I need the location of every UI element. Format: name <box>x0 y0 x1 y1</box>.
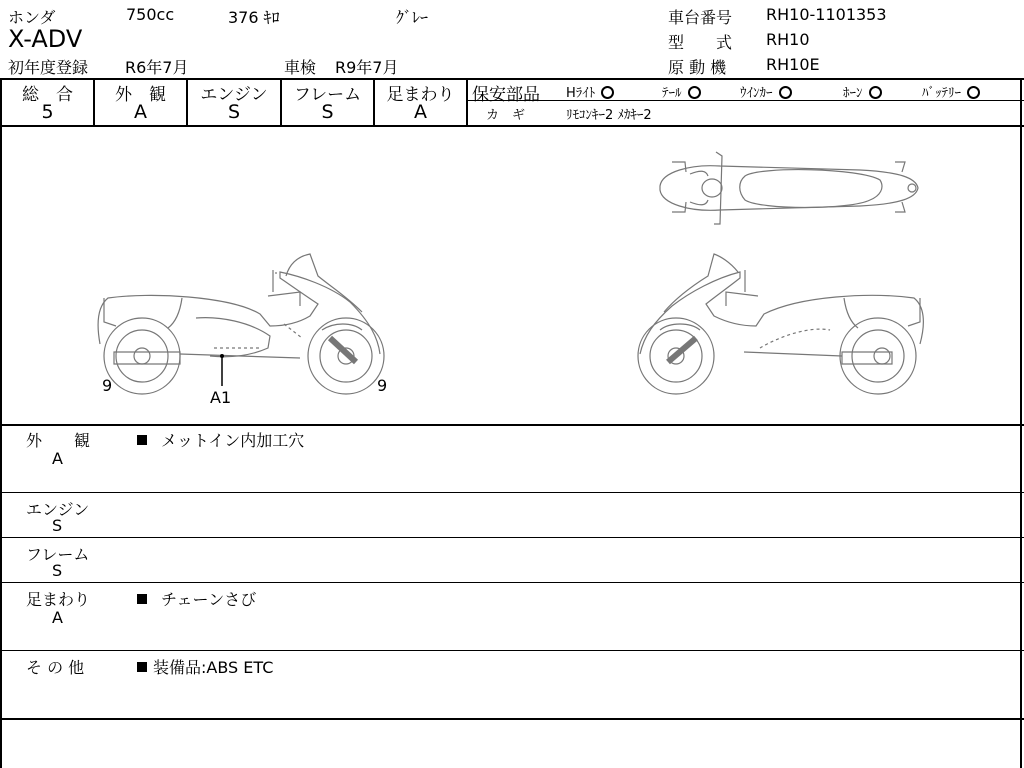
grade-frame-value: S <box>321 101 334 123</box>
safety-item-headlight: Hﾗｲﾄ <box>566 82 614 101</box>
inspection-label: 車検 <box>284 58 317 77</box>
section-frame-label: フレーム <box>26 545 90 564</box>
section-border <box>0 582 1024 583</box>
section-other-note: 装備品:ABS ETC <box>137 655 273 678</box>
top-view-scooter <box>660 152 918 224</box>
ok-circle-icon <box>967 86 980 99</box>
model-name: X-ADV <box>8 25 83 53</box>
safety-item-winker: ｳｲﾝｶｰ <box>740 82 792 101</box>
safety-item-horn: ﾎｰﾝ <box>843 82 882 101</box>
diagram-mark-a1: A1 <box>210 388 232 407</box>
section-exterior-label: 外 観 <box>26 431 91 450</box>
first-registration-value: R6年7月 <box>125 58 189 77</box>
ok-circle-icon <box>688 86 701 99</box>
displacement: 750cc <box>126 5 175 24</box>
engine-code-label: 原 動 機 <box>668 58 727 77</box>
section-border <box>0 537 1024 538</box>
right-side-view-scooter <box>638 254 923 394</box>
section-border <box>0 718 1024 720</box>
safety-item-taillight: ﾃｰﾙ <box>662 82 701 101</box>
section-border <box>0 650 1024 651</box>
section-exterior-note: メットイン内加工穴 <box>137 428 304 451</box>
section-engine-label: エンジン <box>26 500 90 519</box>
type-label: 型 式 <box>668 33 733 52</box>
grade-exterior-label: 外 観 <box>115 85 166 105</box>
diagram-mark-left: 9 <box>102 376 113 395</box>
inspection-value: R9年7月 <box>335 58 399 77</box>
safety-parts-label: 保安部品 <box>472 85 540 105</box>
grade-exterior-value: A <box>134 101 147 123</box>
grade-suspension-label: 足まわり <box>386 85 455 105</box>
bullet-icon <box>137 435 147 445</box>
grade-suspension-value: A <box>414 101 427 123</box>
frame-number-label: 車台番号 <box>668 8 733 27</box>
diagram-mark-right: 9 <box>377 376 388 395</box>
grade-divider <box>466 78 468 126</box>
mileage: 376 ｷﾛ <box>228 8 280 27</box>
section-suspension-label: 足まわり <box>26 590 91 609</box>
ok-circle-icon <box>601 86 614 99</box>
engine-code-value: RH10E <box>766 55 820 74</box>
first-registration-label: 初年度登録 <box>8 58 89 77</box>
section-frame-grade: S <box>52 561 63 580</box>
bullet-icon <box>137 594 147 604</box>
grade-overall-value: 5 <box>41 101 54 123</box>
grade-engine-label: エンジン <box>200 85 268 105</box>
grade-frame-label: フレーム <box>293 85 362 105</box>
safety-item-battery: ﾊﾞｯﾃﾘｰ <box>922 82 980 101</box>
frame-number-value: RH10-1101353 <box>766 5 887 24</box>
damage-point <box>220 354 224 358</box>
key-label: カ ギ <box>486 108 526 123</box>
section-exterior-grade: A <box>52 449 63 468</box>
ok-circle-icon <box>869 86 882 99</box>
bullet-icon <box>137 662 147 672</box>
section-suspension-grade: A <box>52 608 63 627</box>
left-side-view-scooter <box>98 254 384 394</box>
section-border <box>0 492 1024 493</box>
ok-circle-icon <box>779 86 792 99</box>
grade-engine-value: S <box>227 101 241 123</box>
section-engine-grade: S <box>52 516 63 535</box>
section-suspension-note: チェーンさび <box>137 587 256 610</box>
type-value: RH10 <box>766 30 810 49</box>
section-border <box>0 424 1024 426</box>
section-other-label: そ の 他 <box>26 658 85 677</box>
key-value: ﾘﾓｺﾝｷｰ2 ﾒｶｷｰ2 <box>566 108 652 123</box>
maker: ホンダ <box>8 8 56 27</box>
color: ｸﾞﾚｰ <box>396 8 429 27</box>
motorcycle-diagram <box>0 126 1024 424</box>
grade-overall-label: 総 合 <box>22 85 73 105</box>
